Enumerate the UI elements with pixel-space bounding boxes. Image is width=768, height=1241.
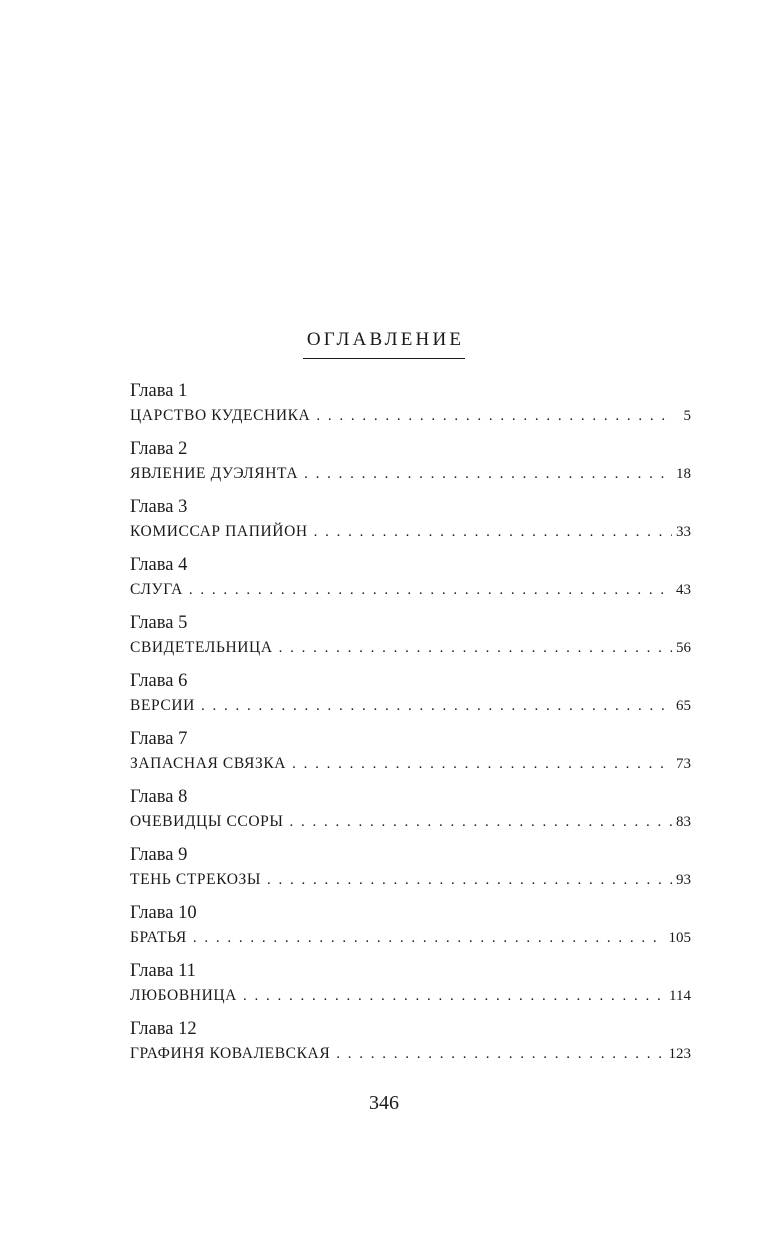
chapter-title: ГРАФИНЯ КОВАЛЕВСКАЯ: [130, 1045, 331, 1062]
dot-leader: [289, 809, 672, 835]
chapter-label: Глава 10: [130, 903, 197, 923]
toc-entry-row: [130, 577, 691, 603]
toc-entry[interactable]: [130, 495, 691, 553]
chapter-title: СЛУГА: [130, 581, 183, 598]
toc-entry-row: [130, 1041, 691, 1067]
dot-leader: [267, 867, 672, 893]
toc-entry[interactable]: [130, 727, 691, 785]
toc-entry[interactable]: [130, 669, 691, 727]
toc-entry-row: [130, 693, 691, 719]
toc-entry-row: [130, 751, 691, 777]
chapter-title: ЛЮБОВНИЦА: [130, 987, 237, 1004]
chapter-page-number: 105: [668, 930, 691, 946]
toc-entry[interactable]: [130, 959, 691, 1017]
folio-page-number: 346: [369, 1092, 399, 1114]
chapter-page-number: 93: [676, 872, 691, 888]
chapter-label: Глава 8: [130, 787, 188, 807]
toc-entry-row: [130, 809, 691, 835]
dot-leader: [189, 577, 672, 603]
chapter-title: ТЕНЬ СТРЕКОЗЫ: [130, 871, 262, 888]
chapter-page-number: 73: [676, 756, 691, 772]
chapter-label: Глава 3: [130, 497, 188, 517]
chapter-title: ОЧЕВИДЦЫ ССОРЫ: [130, 813, 284, 830]
toc-entry-row: [130, 519, 691, 545]
toc-heading: [0, 326, 768, 359]
chapter-title: СВИДЕТЕЛЬНИЦА: [130, 639, 273, 656]
chapter-page-number: 33: [676, 524, 691, 540]
chapter-page-number: 83: [676, 814, 691, 830]
toc-entry-row: [130, 867, 691, 893]
chapter-label: Глава 11: [130, 961, 196, 981]
chapter-label: Глава 6: [130, 671, 188, 691]
dot-leader: [279, 635, 672, 661]
chapter-label: Глава 2: [130, 439, 188, 459]
chapter-title: КОМИССАР ПАПИЙОН: [130, 523, 308, 540]
chapter-page-number: 114: [669, 988, 691, 1004]
dot-leader: [243, 983, 665, 1009]
toc-entry-row: [130, 461, 691, 487]
toc-entry[interactable]: [130, 843, 691, 901]
dot-leader: [316, 403, 673, 429]
chapter-title: ЗАПАСНАЯ СВЯЗКА: [130, 755, 287, 772]
chapter-page-number: 123: [668, 1046, 691, 1062]
chapter-label: Глава 1: [130, 381, 188, 401]
dot-leader: [304, 461, 672, 487]
dot-leader: [314, 519, 672, 545]
chapter-page-number: 43: [676, 582, 691, 598]
chapter-page-number: 18: [676, 466, 691, 482]
dot-leader: [336, 1041, 664, 1067]
toc-entry[interactable]: [130, 437, 691, 495]
chapter-label: Глава 7: [130, 729, 188, 749]
toc-entry[interactable]: [130, 901, 691, 959]
toc-entry-row: [130, 925, 691, 951]
dot-leader: [193, 925, 665, 951]
chapter-label: Глава 12: [130, 1019, 197, 1039]
toc-entry-row: [130, 403, 691, 429]
toc-heading-text: ОГЛАВЛЕНИЕ: [303, 326, 465, 359]
toc-entry[interactable]: [130, 611, 691, 669]
toc-entry-row: [130, 635, 691, 661]
chapter-page-number: 56: [676, 640, 691, 656]
toc-entry-row: [130, 983, 691, 1009]
toc-entry[interactable]: [130, 1017, 691, 1075]
chapter-title: БРАТЬЯ: [130, 929, 187, 946]
chapter-page-number: 5: [683, 408, 691, 424]
toc-entry[interactable]: [130, 785, 691, 843]
chapter-label: Глава 5: [130, 613, 188, 633]
toc-entry[interactable]: [130, 379, 691, 437]
toc-entry[interactable]: [130, 553, 691, 611]
chapter-title: ЦАРСТВО КУДЕСНИКА: [130, 407, 311, 424]
toc-list: [130, 379, 691, 1075]
chapter-label: Глава 9: [130, 845, 188, 865]
dot-leader: [201, 693, 672, 719]
chapter-title: ЯВЛЕНИЕ ДУЭЛЯНТА: [130, 465, 299, 482]
dot-leader: [292, 751, 672, 777]
chapter-title: ВЕРСИИ: [130, 697, 195, 714]
chapter-page-number: 65: [676, 698, 691, 714]
chapter-label: Глава 4: [130, 555, 188, 575]
